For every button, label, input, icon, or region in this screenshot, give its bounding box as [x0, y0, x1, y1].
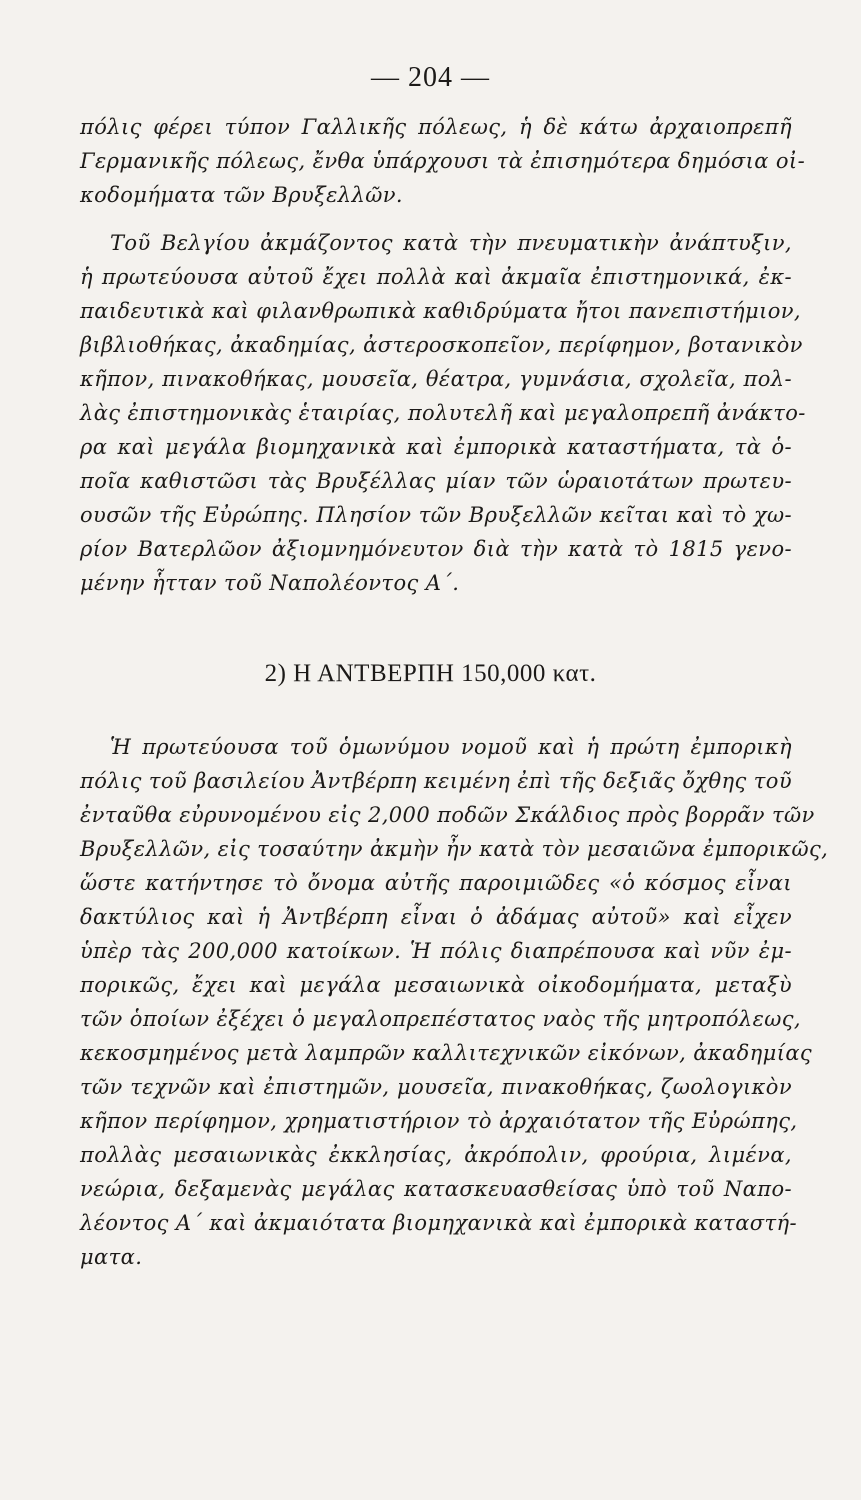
text-line: δακτύλιος καὶ ἡ Ἀντβέρπη εἶναι ὁ ἀδάμας αὐτοῦ» καὶ εἶχεν: [80, 905, 792, 929]
text-line: κεκοσμημένος μετὰ λαμπρῶν καλλιτεχνικῶν εἰκόνων, ἀκαδημίας: [80, 1041, 813, 1065]
text-line: ματα.: [80, 1245, 143, 1269]
text-line: τῶν ὁποίων ἐξέχει ὁ μεγαλοπρεπέστατος ναὸς τῆς μητροπόλεως,: [80, 1007, 801, 1031]
text-line: κῆπον, πινακοθήκας, μουσεῖα, θέατρα, γυμνάσια, σχολεῖα, πολ-: [80, 367, 792, 391]
page-number: — 204 —: [371, 62, 490, 93]
text-line: μένην ἧτταν τοῦ Ναπολέοντος Α΄.: [80, 571, 460, 595]
text-line: ὑπὲρ τὰς 200,000 κατοίκων. Ἡ πόλις διαπρέπουσα καὶ νῦν ἐμ-: [80, 939, 792, 963]
text-line: πορικῶς, ἔχει καὶ μεγάλα μεσαιωνικὰ οἰκοδομήματα, μεταξὺ: [80, 973, 792, 997]
text-line: λὰς ἐπιστημονικὰς ἑταιρίας, πολυτελῆ καὶ μεγαλοπρεπῆ ἀνάκτο-: [80, 401, 806, 425]
text-line: ουσῶν τῆς Εὐρώπης. Πλησίον τῶν Βρυξελλῶν κεῖται καὶ τὸ χω-: [80, 503, 792, 527]
text-line: ρίον Βατερλῶον ἀξιομνημόνευτον διὰ τὴν κατὰ τὸ 1815 γενο-: [80, 537, 792, 561]
text-line: Ἡ πρωτεύουσα τοῦ ὁμωνύμου νομοῦ καὶ ἡ πρώτη ἐμπορικὴ: [110, 735, 792, 759]
text-line: ρα καὶ μεγάλα βιομηχανικὰ καὶ ἐμπορικὰ καταστήματα, τὰ ὁ-: [80, 435, 792, 459]
text-line: Τοῦ Βελγίου ἀκμάζοντος κατὰ τὴν πνευματικὴν ἀνάπτυξιν,: [110, 231, 792, 255]
text-line: πολλὰς μεσαιωνικὰς ἐκκλησίας, ἀκρόπολιν, φρούρια, λιμένα,: [80, 1143, 792, 1167]
text-line: ὥστε κατήντησε τὸ ὄνομα αὐτῆς παροιμιῶδες «ὁ κόσμος εἶναι: [80, 871, 792, 895]
text-line: βιβλιοθήκας, ἀκαδημίας, ἀστεροσκοπεῖον, περίφημον, βοτανικὸν: [80, 333, 803, 357]
text-line: Γερμανικῆς πόλεως, ἔνθα ὑπάρχουσι τὰ ἐπισημότερα δημόσια οἰ-: [80, 149, 806, 173]
text-line: λέοντος Α΄ καὶ ἀκμαιότατα βιομηχανικὰ καὶ ἐμπορικὰ καταστή-: [80, 1211, 798, 1235]
text-line: ἐνταῦθα εὐρυνομένου εἰς 2,000 ποδῶν Σκάλδιος πρὸς βορρᾶν τῶν: [80, 803, 815, 827]
paragraph-brussels-city: [80, 110, 806, 212]
paragraph-brussels-institutions: [80, 226, 806, 600]
text-line: νεώρια, δεξαμενὰς μεγάλας κατασκευασθείσας ὑπὸ τοῦ Ναπο-: [80, 1177, 792, 1201]
text-line: πόλις τοῦ βασιλείου Ἀντβέρπη κειμένη ἐπὶ τῆς δεξιᾶς ὄχθης τοῦ: [80, 769, 792, 793]
text-line: ἡ πρωτεύουσα αὐτοῦ ἔχει πολλὰ καὶ ἀκμαῖα ἐπιστημονικά, ἐκ-: [80, 265, 792, 289]
section-heading-antwerp: 2) Η ΑΝΤΒΕΡΠΗ 150,000 κατ.: [264, 660, 597, 687]
text-line: κῆπον περίφημον, χρηματιστήριον τὸ ἀρχαιότατον τῆς Εὐρώπης,: [80, 1109, 798, 1133]
text-line: παιδευτικὰ καὶ φιλανθρωπικὰ καθιδρύματα ἤτοι πανεπιστήμιον,: [80, 299, 801, 323]
text-line: Βρυξελλῶν, εἰς τοσαύτην ἀκμὴν ἦν κατὰ τὸν μεσαιῶνα ἐμπορικῶς,: [80, 837, 829, 861]
text-line: τῶν τεχνῶν καὶ ἐπιστημῶν, μουσεῖα, πινακοθήκας, ζωολογικὸν: [80, 1075, 792, 1099]
paragraph-antwerp: [80, 730, 829, 1274]
text-line: ποῖα καθιστῶσι τὰς Βρυξέλλας μίαν τῶν ὡραιοτάτων πρωτευ-: [80, 469, 792, 493]
text-line: πόλις φέρει τύπον Γαλλικῆς πόλεως, ἡ δὲ κάτω ἀρχαιοπρεπῆ: [80, 115, 792, 139]
text-line: κοδομήματα τῶν Βρυξελλῶν.: [80, 183, 403, 207]
